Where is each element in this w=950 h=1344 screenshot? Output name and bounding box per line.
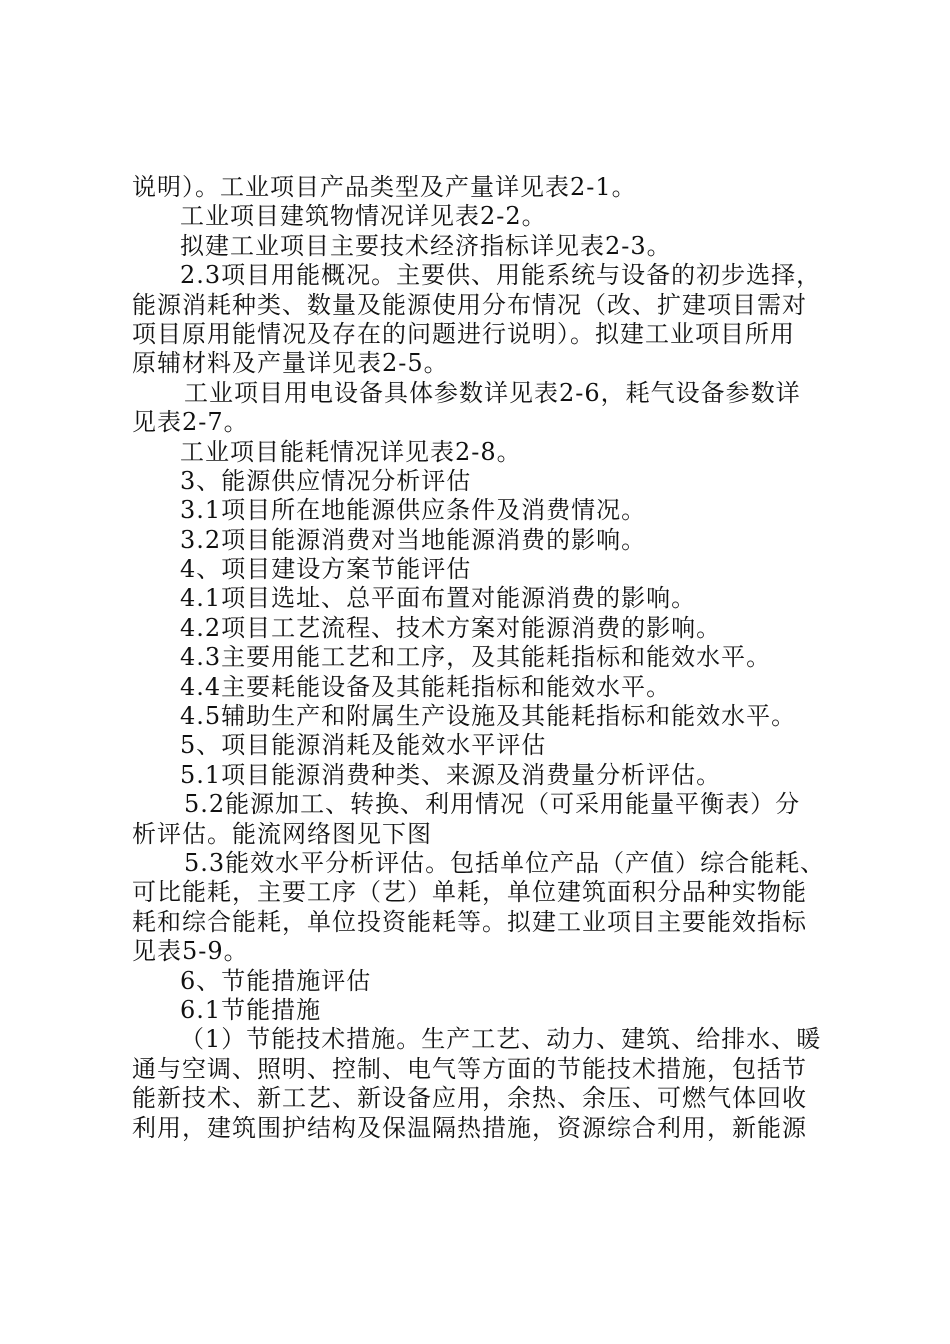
section-heading: 4.1项目选址、总平面布置对能源消费的影响。	[180, 584, 697, 613]
section-heading: 4.3主要用能工艺和工序，及其能耗指标和能效水平。	[180, 643, 772, 672]
text-line: （1）节能技术措施。生产工艺、动力、建筑、给排水、暖	[180, 1025, 822, 1054]
text-line: 说明）。工业项目产品类型及产量详见表2-1。	[132, 173, 637, 201]
section-heading: 4、项目建设方案节能评估	[180, 555, 472, 584]
text-line: 能新技术、新工艺、新设备应用，余热、余压、可燃气体回收	[132, 1084, 807, 1113]
text-line: 工业项目建筑物情况详见表2-2。	[180, 202, 547, 231]
section-heading: 2.3项目用能概况。主要供、用能系统与设备的初步选择，	[180, 261, 822, 290]
text-line: 能源消耗种类、数量及能源使用分布情况（改、扩建项目需对	[132, 290, 807, 319]
text-line: 见表2-7。	[132, 408, 249, 437]
section-heading: 3、能源供应情况分析评估	[180, 466, 472, 495]
text-line: 原辅材料及产量详见表2-5。	[132, 349, 449, 378]
section-heading: 3.2项目能源消费对当地能源消费的影响。	[180, 525, 647, 554]
section-heading: 5.2能源加工、转换、利用情况（可采用能量平衡表）分	[184, 790, 801, 819]
section-heading: 4.2项目工艺流程、技术方案对能源消费的影响。	[180, 613, 722, 642]
section-heading: 4.4主要耗能设备及其能耗指标和能效水平。	[180, 672, 672, 701]
text-line: 利用，建筑围护结构及保温隔热措施，资源综合利用，新能源	[132, 1113, 807, 1142]
document-body	[132, 173, 832, 1143]
section-heading: 4.5辅助生产和附属生产设施及其能耗指标和能效水平。	[180, 702, 797, 731]
section-heading: 5.1项目能源消费种类、来源及消费量分析评估。	[180, 760, 722, 789]
text-line: 析评估。能流网络图见下图	[132, 819, 432, 848]
text-line: 通与空调、照明、控制、电气等方面的节能技术措施，包括节	[132, 1054, 807, 1083]
text-line: 工业项目能耗情况详见表2-8。	[180, 437, 522, 466]
text-line: 可比能耗，主要工序（艺）单耗，单位建筑面积分品种实物能	[132, 878, 807, 907]
text-line: 耗和综合能耗，单位投资能耗等。拟建工业项目主要能效指标	[132, 907, 807, 936]
text-line: 工业项目用电设备具体参数详见表2-6，耗气设备参数详	[184, 378, 801, 407]
text-line: 项目原用能情况及存在的问题进行说明）。拟建工业项目所用	[132, 319, 795, 348]
section-heading: 6.1节能措施	[180, 995, 322, 1024]
text-line: 拟建工业项目主要技术经济指标详见表2-3。	[180, 231, 672, 260]
text-line: 见表5-9。	[132, 937, 249, 966]
section-heading: 3.1项目所在地能源供应条件及消费情况。	[180, 496, 647, 525]
section-heading: 5.3能效水平分析评估。包括单位产品（产值）综合能耗、	[184, 848, 826, 877]
section-heading: 5、项目能源消耗及能效水平评估	[180, 731, 547, 760]
section-heading: 6、节能措施评估	[180, 966, 372, 995]
